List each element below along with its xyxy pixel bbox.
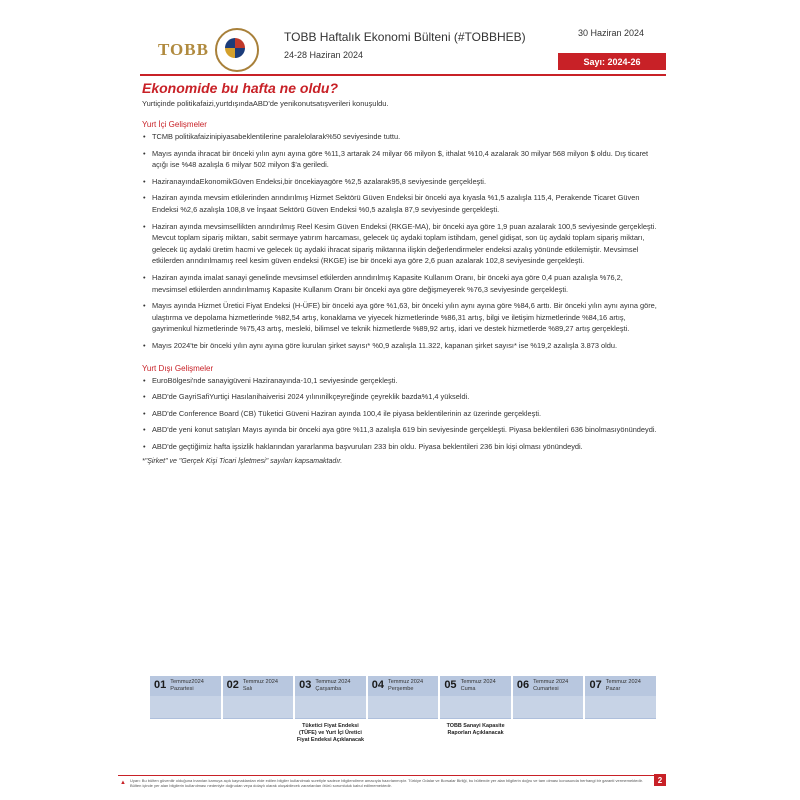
calendar-day: [585, 676, 656, 762]
day-name: Cumartesi: [533, 686, 559, 692]
bulletin-title: TOBB Haftalık Ekonomi Bülteni (#TOBBHEB): [284, 30, 526, 44]
issue-badge: Sayı: 2024-26: [558, 53, 666, 70]
calendar-day: [368, 676, 439, 762]
calendar-day: [295, 676, 366, 762]
day-month: Temmuz 2024: [605, 679, 641, 685]
day-month: Temmuz2024: [170, 679, 204, 685]
list-item: • Haziran ayında imalat sanayi genelinde mevsimsel etkilerden arındırılmış Kapasite Kullanım Oranı, bir önceki aya göre 0,4 puan azalışla %76,2, mevsimsel etkilerden arındırılmamış Kapasite Kullanım Oranı bir önceki aya göre değişmeyerek %76,3 seviyesinde gerçekleşti.: [152, 272, 662, 295]
list-item: • Mayıs ayında Hizmet Üretici Fiyat Endeksi (H-ÜFE) bir önceki aya göre %1,63, bir önceki yılın aynı ayına göre %84,6 arttı. Bir önceki yılın aynı ayına göre, ulaştırma ve depolama hizmetlerinde %82,54 artış, konaklama ve yiyecek hizmetlerinde %86,31 artış, bilgi ve iletişim hizmetlerinde %84,16 artış, gayrimenkul hizmetlerinde %75,43 artış, mesleki, bilimsel ve teknik hizmetlerde %89,92 artış, idari ve destek hizmetlerde %89,27 artış gerçekleşti.: [152, 300, 662, 335]
tobb-logo: [158, 28, 259, 72]
day-month: Temmuz 2024: [460, 679, 496, 685]
header-divider: [140, 74, 666, 76]
page-number: 2: [654, 774, 666, 786]
list-item: • ABD'de geçtiğimiz hafta işsizlik haklarından yararlanma başvuruları 233 bin oldu. Piyasa beklentileri 236 bin kişi olması yönündeydi.: [152, 441, 662, 453]
calendar-event: [368, 719, 439, 723]
weekly-calendar: [150, 676, 656, 762]
calendar-event: [150, 719, 221, 723]
day-number: 07: [589, 679, 602, 691]
day-month: Temmuz 2024: [533, 679, 569, 685]
list-item: • ABD'de Conference Board (CB) Tüketici Güveni Haziran ayında 100,4 ile piyasa beklentilerinin az üzerinde gerçekleşti.: [152, 408, 662, 420]
calendar-event: [513, 719, 584, 723]
list-item: • Haziran ayında mevsim etkilerinden arındırılmış Hizmet Sektörü Güven Endeksi bir önceki aya kıyasla %1,5 azalışla 115,4, Perakende Ticaret Güven Endeksi %2,6 azalışla 108,8 ve İnşaat Sektörü Güven Endeksi %0,5 azalışla 87,9 seviyesinde gerçekleşti.: [152, 192, 662, 215]
list-item: • HaziranayındaEkonomikGüven Endeksi,bir öncekiayagöre %2,5 azalarak95,8 seviyesinde gerçekleşti.: [152, 176, 662, 188]
warning-icon: ▲: [120, 780, 126, 786]
bulletin-page: [118, 14, 666, 790]
day-number: 06: [516, 679, 530, 691]
day-name: Pazar: [605, 686, 621, 692]
main-content: [142, 80, 662, 465]
domestic-list: [142, 131, 662, 352]
list-item: • ABD'de GayriSafiYurtiçi Hasılanihaiverisi 2024 yılınınilkçeyreğinde çeyreklik bazda%1,4 yükseldi.: [152, 391, 662, 403]
publish-date: 30 Haziran 2024: [577, 28, 644, 38]
day-number: 03: [299, 679, 312, 691]
calendar-event: TOBB Sanayi Kapasite Raporları Açıklanacak: [446, 723, 505, 736]
day-number: 01: [154, 679, 167, 691]
logo-text: TOBB: [158, 40, 209, 59]
list-item: • Mayıs 2024'te bir önceki yılın aynı ayına göre kurulan şirket sayısı* %0,9 azalışla 11.322, kapanan şirket sayısı* ise %19,2 azalışla 3.873 oldu.: [152, 340, 662, 352]
intro-text: Yurtiçinde politikafaizi,yurtdışındaABD'de yenikonutsatışverileri konuşuldu.: [142, 99, 389, 108]
day-name: Perşembe: [387, 686, 414, 692]
day-number: 02: [226, 679, 239, 691]
calendar-day: [440, 676, 511, 762]
day-number: 04: [371, 679, 384, 691]
calendar-event: [585, 719, 656, 723]
day-name: Çarşamba: [315, 686, 342, 692]
footer-divider: [118, 775, 666, 776]
list-item: • ABD'de yeni konut satışları Mayıs ayında bir önceki aya göre %11,3 azalışla 619 bin seviyesinde gerçekleşti. Piyasa beklentileri 636 binolmasıyönündeydi.: [152, 424, 662, 436]
day-name: Pazartesi: [170, 686, 194, 692]
bulletin-date-range: 24-28 Haziran 2024: [284, 50, 364, 60]
footnote: *"Şirket" ve "Gerçek Kişi Ticari İşletmesi" sayıları kapsamaktadır.: [142, 458, 343, 466]
day-name: Salı: [242, 686, 253, 692]
list-item: • Haziran ayında mevsimsellikten arındırılmış Reel Kesim Güven Endeksi (RKGE-MA), bir önceki aya göre 1,9 puan azalarak 100,5 seviyesinde gerçekleşti. Mevcut toplam sipariş miktarı, sabit sermaye yatırım harcaması, gelecek üç aydaki toplam istihdam, genel gidişat, son üç aydaki toplam sipariş miktarı, gelecek üç aydaki üretim hacmi ve gelecek üç aydaki ihracat sipariş miktarına ilişkin değerlendirmeler endeksi azalış yönünde etkilemiştir. Mevsimsel etkilerden arındırılmamış reel kesim güven endeksi (RKGE) ise bir önceki aya göre 2,6 puan azalarak 102,8 seviyesinde gerçekleşti.: [152, 221, 662, 267]
day-month: Temmuz 2024: [315, 679, 351, 685]
day-month: Temmuz 2024: [387, 679, 424, 685]
calendar-day: [513, 676, 584, 762]
calendar-day: [150, 676, 221, 762]
disclaimer-text: Uyarı: Bu bülten güvenilir olduğuna inanılan kamuya açık kaynaklardan elde edilen bilgiler kullanılmak suretiyle sadece bilgilendirme amacıyla hazırlanmıştır. Türkiye Odalar ve Borsalar Birliği, bu bültende yer alan bilgilerin doğru ve tam olması konusunda herhangi bir garanti vermemektedir. Bülten içinde yer alan bilgilerin kullanılması nedeniyle doğrudan veya dolaylı olarak oluşabilecek zararlardan ötürü sorumluluk kabul edilmemektedir.: [130, 778, 643, 788]
list-item: • TCMB politikafaizinipiyasabeklentilerine paralelolarak%50 seviyesinde tuttu.: [152, 131, 662, 143]
day-number: 05: [444, 679, 457, 691]
day-month: Temmuz 2024: [242, 679, 278, 685]
calendar-event: Tüketici Fiyat Endeksi (TÜFE) ve Yurt İçi Üretici Fiyat Endeksi Açıklanacak: [296, 723, 365, 743]
foreign-heading: Yurt Dışı Gelişmeler: [142, 363, 214, 373]
calendar-day: [223, 676, 294, 762]
tobb-seal-icon: [215, 28, 259, 72]
foreign-list: [142, 375, 662, 453]
day-name: Cuma: [460, 686, 476, 692]
calendar-event: [223, 719, 294, 723]
list-item: • EuroBölgesi'nde sanayigüveni Haziranayında-10,1 seviyesinde gerçekleşti.: [152, 375, 662, 387]
section-title: Ekonomide bu hafta ne oldu?: [142, 80, 338, 96]
list-item: • Mayıs ayında ihracat bir önceki yılın aynı ayına göre %11,3 artarak 24 milyar 66 milyon $, ithalat %10,4 azalarak 30 milyar 568 milyon $ oldu. Dış ticaret açığı ise %48 azalışla 6 milyar 502 milyon $'a geriledi.: [152, 148, 662, 171]
domestic-heading: Yurt İçi Gelişmeler: [142, 120, 207, 129]
